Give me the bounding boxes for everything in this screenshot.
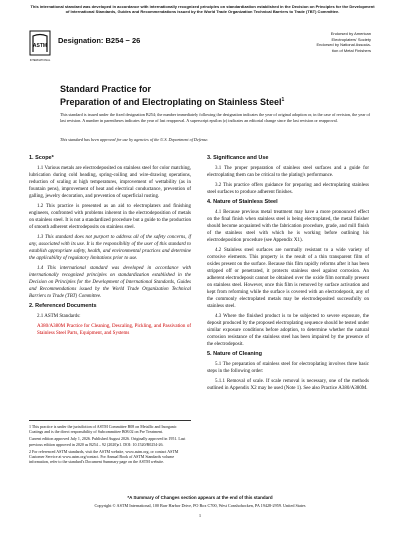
endorse-line: Endorsed by National Associa-: [316, 42, 371, 47]
endorse-line: Endorsed by American: [330, 31, 371, 36]
summary-of-changes-note: *A Summary of Changes section appears at the end of this standard: [127, 495, 273, 500]
endorse-line: Electroplaters' Society: [331, 36, 371, 42]
left-column: [29, 152, 191, 340]
astm-logo: [29, 30, 51, 64]
footnote-1: 1 This practice is under the jurisdiction of ASTM Committee B08 on Metallic and Inorganic Coatings and is the direct responsibility of Subcommittee B08.02 on Pre Treatment.: [29, 424, 177, 435]
section-cleaning-heading: 5. Nature of Cleaning: [207, 351, 263, 357]
title-line-2: Preparation of and Electroplating on Stainless Steel$^1$: [60, 97, 285, 107]
paragraph-3-1: 3.1 The proper preparation of stainless steel surfaces and a guide for electroplating them can be critical to the plating's performance.: [207, 166, 369, 178]
footnote-2: 2 For referenced ASTM standards, visit the ASTM website, www.astm.org, or contact ASTM Customer Service at www.astm.org/contact. For Annual Book of ASTM Standards volume information, refer to the standard's Document Summary page on the ASTM website.: [29, 448, 179, 465]
footnote-1-edition: Current edition approved July 1, 2026. Published August 2026. Originally approved in 1951. Last previous edition approved in 2020 as B254 – 92 (2020)ε1. DOI: 10.1520/B0254-26.: [29, 436, 186, 447]
designation: Designation: B254 − 26: [58, 36, 141, 45]
wto-notice: This international standard was developed in accordance with internationally recognized principles on standardization established in the Decision on Principles for the Development of International Standards, Guides and Recommendations issued by the World Trade Organization Technical Barriers to Trade (TBT) Committee.: [30, 4, 375, 14]
footnotes: [29, 420, 191, 466]
standard-note: This standard is issued under the fixed designation B254; the number immediately following the designation indicates the year of original adoption or, in the case of revision, the year of last revision. A number in parentheses indicates the year of last reapproval. A superscript epsilon (ε) indicates an editorial change since the last revision or reapproval.: [60, 112, 370, 123]
reference-link-a380[interactable]: A380/A380M Practice for Cleaning, Descaling, Pickling, and Passivation of Stainless Steel Parts, Equipment, and Systems: [37, 324, 191, 336]
paragraph-4-2: 4.2 Stainless steel surfaces are normally resistant to a wide variety of corrosive elements. This property is the result of a thin transparent film of oxides present on the surface. Because this film rapidly reforms after it has been stripped off or penetrated, it protects stainless steel against corrosion. An adherent electrodeposit cannot be obtained over the oxide film normally present on stainless steel. However, once this film is removed by surface activation and kept from reforming while the surface is covered with an electrodeposit, any of the commonly electroplated metals may be electrodeposited successfully on stainless steel.: [207, 248, 369, 309]
logo-text: INTERNATIONAL: [29, 59, 51, 62]
copyright: Copyright © ASTM International, 100 Barr Harbor Drive, PO Box C700, West Conshohocken, PA 19428-2959. United States: [94, 503, 306, 508]
section-referenced-docs-heading: 2. Referenced Documents: [29, 303, 97, 309]
title-line-1: Standard Practice for: [60, 84, 152, 94]
document-title: [60, 84, 360, 108]
svg-text:ASTM: ASTM: [32, 43, 48, 49]
title-footnote-mark: 1: [281, 97, 285, 103]
paragraph-1-1: 1.1 Various metals are electrodeposited on stainless steel for color matching, lubrication during cold heading, spring-coiling and wire-drawing operations, reduction of scaling at high temperatures, improvement of wettability (as in fountain pens), improvement of heat and electrical conductance, prevention of galling, jewelry decoration, and prevention of superficial rusting.: [29, 166, 191, 199]
page-number: 1: [198, 513, 202, 518]
paragraph-1-3: 1.3 This standard does not purport to address all of the safety concerns, if any, associated with its use. It is the responsibility of the user of this standard to establish appropriate safety, health, and environmental practices and determine the applicability of regulatory limitations prior to use.: [29, 235, 191, 261]
section-significance-heading: 3. Significance and Use: [207, 155, 269, 161]
paragraph-3-2: 3.2 This practice offers guidance for preparing and electroplating stainless steel surfaces to produce adherent finishes.: [207, 183, 369, 195]
paragraph-5-1: 5.1 The preparation of stainless steel for electroplating involves three basic steps in the following order:: [207, 362, 369, 374]
endorsements: [271, 31, 371, 53]
dod-approval: This standard has been approved for use by agencies of the U.S. Department of Defense.: [60, 137, 209, 142]
paragraph-4-1: 4.1 Because previous metal treatment may have a more pronounced effect on the final finish when stainless steel is being electroplated, the metal finisher should become acquainted with the fabrication procedure, grade, and mill finish of the stainless steel with which he is working before outlining his electrodeposition procedure (see Appendix X1).: [207, 210, 369, 243]
paragraph-2-1: 2.1 ASTM Standards:: [37, 314, 81, 319]
section-scope-heading: 1. Scope*: [29, 155, 54, 161]
section-nature-heading: 4. Nature of Stainless Steel: [207, 199, 278, 205]
paragraph-4-3: 4.3 Where the finished product is to be subjected to severe exposure, the deposit produced by the proposed electroplating sequence should be tested under similar exposure conditions before adoption, to determine whether the natural corrosion resistance of the stainless steel has been impaired by the presence of the electrodeposit.: [207, 314, 369, 347]
right-column: [207, 152, 369, 395]
paragraph-1-2: 1.2 This practice is presented as an aid to electroplaters and finishing engineers, confronted with problems inherent in the electrodeposition of metals on stainless steel. It is not a standardized procedure but a guide to the production of smooth adherent electrodeposits on stainless steel.: [29, 204, 191, 230]
paragraph-1-4: 1.4 This international standard was developed in accordance with internationally recognized principles on standardization established in the Decision on Principles for the Development of International Standards, Guides and Recommendations issued by the World Trade Organization Technical Barriers to Trade (TBT) Committee.: [29, 266, 191, 299]
endorse-line: tion of Metal Finishers: [331, 47, 371, 53]
paragraph-5-1-1: 5.1.1 Removal of scale. If scale removal is necessary, one of the methods outlined in Appendix X2 may be used (Note 1). See also Practice A380/A380M.: [207, 379, 369, 391]
